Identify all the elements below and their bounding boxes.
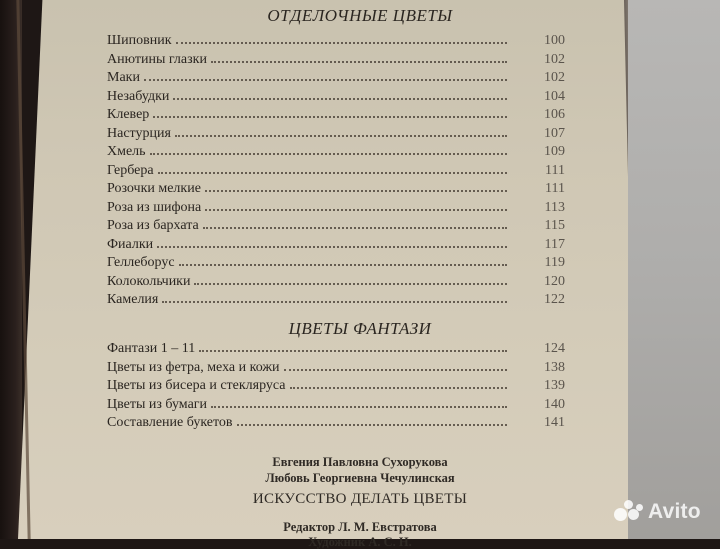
dot-leader [205, 209, 507, 211]
toc-entry-label: Роза из бархата [107, 218, 199, 233]
toc-entry-label: Анютины глазки [107, 51, 207, 67]
toc-entry-label: Маки [107, 70, 140, 85]
dot-leader [211, 61, 507, 63]
toc-entry-label: Геллеборус [107, 255, 175, 270]
toc-list-fantasy-flowers [107, 341, 565, 434]
dot-leader [150, 153, 507, 155]
toc-entry-label: Клевер [107, 107, 150, 122]
toc-entry [107, 397, 565, 416]
toc-list-decorative-flowers [107, 33, 565, 311]
toc-entry [107, 181, 565, 200]
book-title: ИСКУССТВО ДЕЛАТЬ ЦВЕТЫ [252, 491, 468, 507]
toc-entry-label: Фантази 1 – 11 [107, 341, 196, 356]
toc-entry-page: 104 [544, 88, 565, 104]
dot-leader [153, 116, 507, 118]
toc-entry-label: Цветы из бумаги [107, 396, 208, 412]
toc-entry [107, 126, 565, 145]
toc-entry-label: Роза из шифона [107, 199, 202, 215]
toc-entry-page: 115 [544, 218, 565, 233]
dot-leader [158, 172, 507, 174]
imprint-credits [0, 454, 720, 549]
toc-entry-label: Цветы из бисера и стекляруса [107, 378, 286, 393]
avito-dots-icon [614, 500, 644, 524]
toc-entry-label: Составление букетов [107, 415, 233, 430]
toc-entry [107, 360, 565, 379]
toc-entry [107, 89, 565, 108]
section-title-decorative-flowers: ОТДЕЛОЧНЫЕ ЦВЕТЫ [267, 6, 453, 25]
toc-entry-page: 138 [544, 359, 565, 375]
toc-entry-label: Цветы из фетра, меха и кожи [107, 359, 280, 375]
toc-entry-page: 107 [544, 125, 565, 141]
toc-entry-page: 111 [545, 162, 565, 178]
dot-leader [162, 301, 507, 303]
dot-leader [237, 424, 507, 426]
toc-entry-label: Колокольчики [107, 273, 191, 289]
avito-brand-text: Avito [648, 500, 701, 523]
toc-entry-page: 100 [544, 33, 565, 48]
toc-entry [107, 70, 565, 89]
toc-entry [107, 378, 565, 397]
toc-entry-page: 139 [544, 378, 565, 393]
toc-entry-label: Настурция [107, 125, 171, 141]
toc-entry [107, 163, 565, 182]
dot-leader [179, 264, 507, 266]
author-name: Любовь Георгиевна Чечулинская [265, 471, 455, 485]
toc-entry-page: 122 [544, 292, 565, 307]
dot-leader [176, 42, 507, 44]
toc-entry [107, 274, 565, 293]
toc-entry-page: 106 [544, 107, 565, 122]
dot-leader [157, 246, 507, 248]
section-title-fantasy-flowers: ЦВЕТЫ ФАНТАЗИ [288, 319, 432, 338]
toc-entry-page: 102 [544, 51, 565, 67]
dot-leader [203, 227, 507, 229]
avito-watermark [614, 500, 701, 524]
toc-entry-page: 113 [544, 199, 565, 215]
dot-leader [205, 190, 507, 192]
toc-entry [107, 144, 565, 163]
toc-entry-page: 124 [544, 341, 565, 356]
toc-entry [107, 341, 565, 360]
dot-leader [211, 406, 507, 408]
cropped-credit-line: Художник А. С. Н. [308, 535, 412, 549]
toc-entry-page: 140 [544, 396, 565, 412]
toc-entry-page: 119 [544, 255, 565, 270]
dot-leader [194, 283, 507, 285]
toc-entry [107, 33, 565, 52]
toc-entry-label: Незабудки [107, 88, 170, 104]
toc-entry-label: Розочки мелкие [107, 181, 201, 196]
dot-leader [144, 79, 507, 81]
toc-entry-page: 111 [545, 181, 565, 196]
toc-entry [107, 415, 565, 434]
toc-entry-page: 109 [544, 144, 565, 159]
toc-entry [107, 255, 565, 274]
author-name: Евгения Павловна Сухорукова [272, 455, 448, 469]
toc-entry [107, 52, 565, 71]
toc-entry [107, 292, 565, 311]
toc-entry [107, 237, 565, 256]
toc-entry [107, 107, 565, 126]
toc-entry-label: Гербера [107, 162, 154, 178]
editor-credit: Редактор Л. М. Евстратова [283, 520, 437, 534]
toc-entry-page: 120 [544, 273, 565, 289]
dot-leader [290, 387, 507, 389]
toc-entry-page: 102 [544, 70, 565, 85]
dot-leader [173, 98, 507, 100]
toc-entry-label: Фиалки [107, 236, 154, 252]
toc-entry [107, 218, 565, 237]
toc-entry-page: 117 [544, 236, 565, 252]
dot-leader [284, 369, 507, 371]
dot-leader [175, 135, 507, 137]
toc-entry [107, 200, 565, 219]
toc-entry-page: 141 [544, 415, 565, 430]
toc-entry-label: Камелия [107, 292, 159, 307]
toc-entry-label: Шиповник [107, 33, 172, 48]
dot-leader [199, 350, 507, 352]
toc-entry-label: Хмель [107, 144, 146, 159]
